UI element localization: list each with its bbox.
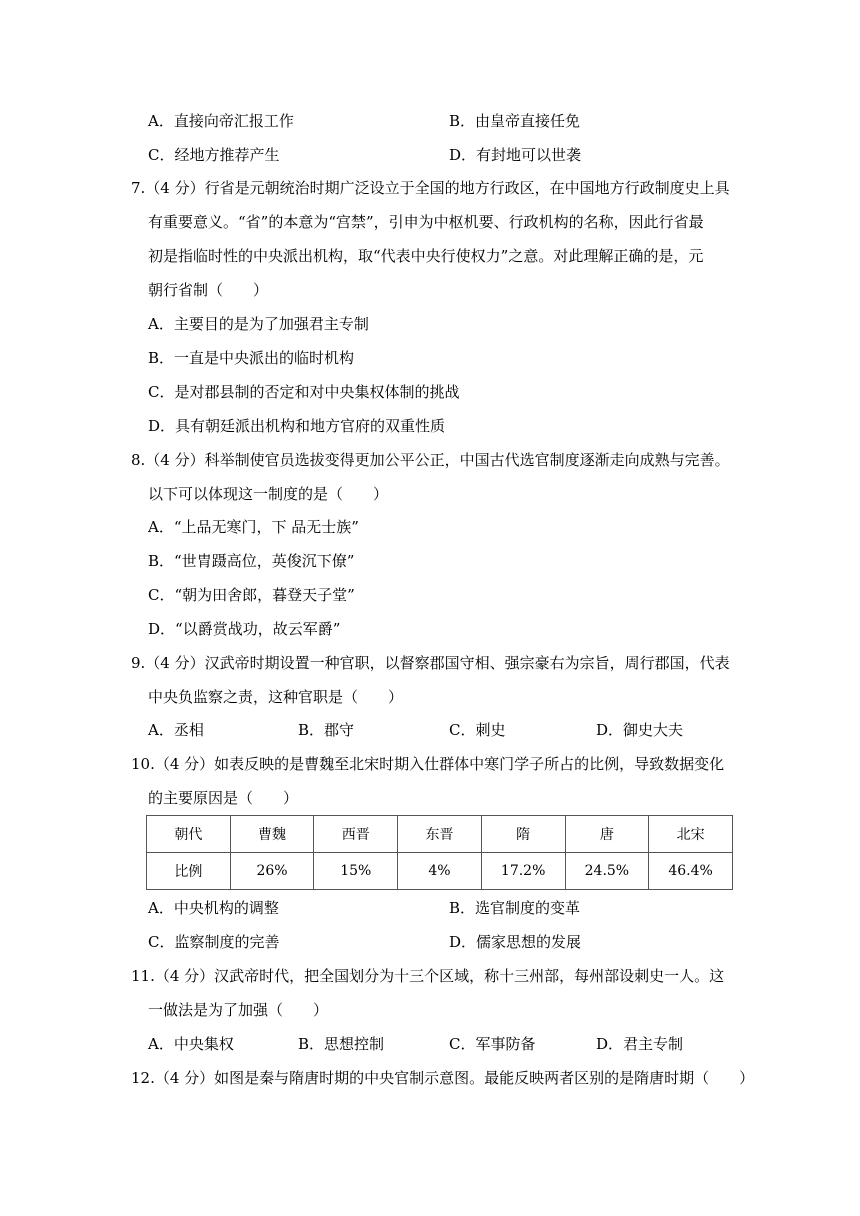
q12-stem-line: 12.（4 分）如图是秦与隋唐时期的中央官制示意图。最能反映两者区别的是隋唐时期（ ） [131,1069,755,1087]
q8-option-d[interactable]: D．“以爵赏战功，故云军爵” [148,620,341,638]
table-cell: 24.5% [565,853,649,890]
table-cell: 北宋 [649,816,733,853]
q6-option-d[interactable]: D．有封地可以世袭 [449,146,582,164]
q8-option-c[interactable]: C．“朝为田舍郎，暮登天子堂” [148,586,355,604]
q7-option-c[interactable]: C．是对郡县制的否定和对中央集权体制的挑战 [148,383,460,401]
table-row [147,853,733,890]
q7-option-b[interactable]: B．一直是中央派出的临时机构 [148,349,355,367]
q10-option-d[interactable]: D．儒家思想的发展 [449,933,582,951]
q9-stem-line: 9.（4 分）汉武帝时期设置一种官职，以督察郡国守相、强宗豪右为宗旨，周行郡国，代表 [131,654,730,672]
q8-stem-line: 8.（4 分）科举制使官员选拔变得更加公平公正，中国古代选官制度逐渐走向成熟与完善。 [131,451,730,469]
q7-option-d[interactable]: D．具有朝廷派出机构和地方官府的双重性质 [148,417,446,435]
q6-option-c[interactable]: C．经地方推荐产生 [148,146,280,164]
q6-option-b[interactable]: B．由皇帝直接任免 [449,112,581,130]
q9-option-d[interactable]: D．御史大夫 [596,721,684,739]
table-cell: 东晋 [398,816,482,853]
table-cell: 26% [230,853,314,890]
table-cell: 曹魏 [230,816,314,853]
q6-option-a[interactable]: A．直接向帝汇报工作 [148,112,294,130]
q7-stem-line: 朝行省制（ ） [148,281,269,299]
table-cell: 17.2% [481,853,565,890]
q7-stem-line: 7.（4 分）行省是元朝统治时期广泛设立于全国的地方行政区，在中国地方行政制度史上具 [131,179,730,197]
table-header-row [147,816,733,853]
q10-stem-line: 10.（4 分）如表反映的是曹魏至北宋时期入仕群体中寒门学子所占的比例，导致数据变化 [131,755,725,773]
q11-stem-line: 一做法是为了加强（ ） [148,1001,329,1019]
table-cell: 15% [314,853,398,890]
q7-stem-line: 初是指临时性的中央派出机构，取“代表中央行使权力”之意。对此理解正确的是，元 [148,247,704,265]
table-cell: 西晋 [314,816,398,853]
q11-option-c[interactable]: C．军事防备 [449,1035,536,1053]
q9-option-a[interactable]: A．丞相 [148,721,204,739]
q8-option-a[interactable]: A．“上品无寒门，下 品无士族” [148,518,359,536]
table-cell: 隋 [481,816,565,853]
q10-option-a[interactable]: A．中央机构的调整 [148,899,279,917]
q7-option-a[interactable]: A．主要目的是为了加强君主专制 [148,315,369,333]
q11-option-d[interactable]: D．君主专制 [596,1035,684,1053]
dynasty-ratio-table [146,815,733,890]
table-cell: 朝代 [147,816,231,853]
q9-stem-line: 中央负监察之责，这种官职是（ ） [148,688,404,706]
q11-option-a[interactable]: A．中央集权 [148,1035,234,1053]
q8-stem-line: 以下可以体现这一制度的是（ ） [148,485,389,503]
q9-option-b[interactable]: B．郡守 [298,721,355,739]
q10-option-b[interactable]: B．选官制度的变革 [449,899,581,917]
table-cell: 比例 [147,853,231,890]
q10-option-c[interactable]: C．监察制度的完善 [148,933,280,951]
q9-option-c[interactable]: C．刺史 [449,721,506,739]
table-cell: 4% [398,853,482,890]
q8-option-b[interactable]: B．“世胄蹑高位，英俊沉下僚” [148,552,355,570]
table-cell: 唐 [565,816,649,853]
q10-stem-line: 的主要原因是（ ） [148,789,299,807]
q11-stem-line: 11.（4 分）汉武帝时代，把全国划分为十三个区域，称十三州部，每州部设刺史一人。这 [131,967,725,985]
q7-stem-line: 有重要意义。“省”的本意为“宫禁”，引申为中枢机要、行政机构的名称，因此行省最 [148,213,704,231]
q11-option-b[interactable]: B．思想控制 [298,1035,385,1053]
table-cell: 46.4% [649,853,733,890]
